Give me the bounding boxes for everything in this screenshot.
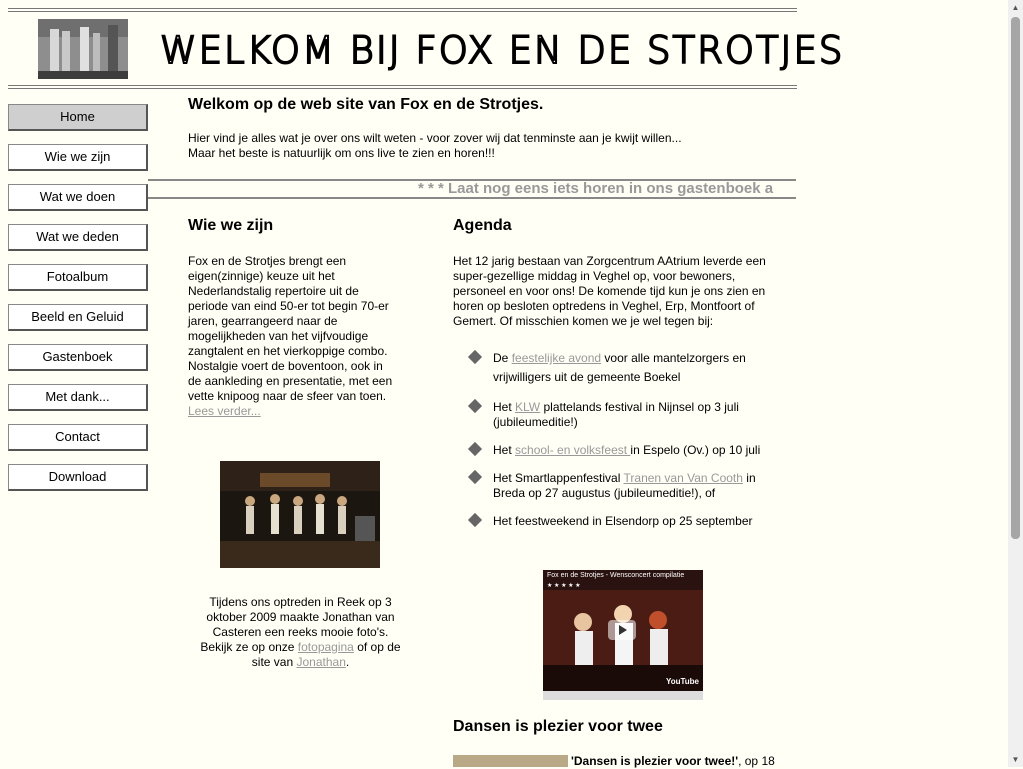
agenda-text: in Espelo (Ov.) op 10 juli [630,443,761,457]
main-nav [8,104,148,504]
photo-caption [188,595,413,670]
nav-wie-we-zijn-button[interactable]: Wie we zijn [8,144,148,171]
klw-link[interactable]: KLW [515,400,541,414]
agenda-text: vrijwilligers uit de gemeente Boekel [493,370,681,384]
about-line: periode van eind 50-er tot begin 70-er [188,299,389,313]
school-en-volksfeest-link[interactable]: school- en volksfeest [515,443,631,457]
about-line: vette knipoog naar de sfeer van toen. [188,389,387,403]
nav-fotoalbum-button[interactable]: Fotoalbum [8,264,148,291]
nav-home-button[interactable]: Home [8,104,148,131]
youtube-logo: YouTube [665,677,699,686]
nav-wat-we-doen-button[interactable]: Wat we doen [8,184,148,211]
nav-download-button[interactable]: Download [8,464,148,491]
feestelijke-avond-link[interactable]: feestelijke avond [511,351,602,365]
nav-beeld-en-geluid-button[interactable]: Beeld en Geluid [8,304,148,331]
bullet-diamond-icon [468,442,482,456]
video-title: Fox en de Strotjes - Wensconcert compilatie [547,572,685,579]
nav-gastenboek-button[interactable]: Gastenboek [8,344,148,371]
bullet-diamond-icon [468,470,482,484]
dance-rest-text: , op 18 [738,754,775,768]
agenda-text: Het feestweekend in Elsendorp op 25 september [493,514,753,528]
agenda-intro-line: horen op besloten optredens in Veghel, Erp, Montfoort of [453,299,755,313]
about-line: de aankleding en presentatie, met een [188,374,393,388]
agenda-intro-line: Het 12 jarig bestaan van Zorgcentrum AAtrium leverde een [453,254,766,268]
read-more-link[interactable]: Lees verder... [188,404,261,418]
scroll-thumb[interactable] [1011,17,1020,539]
caption-line: oktober 2009 maakte Jonathan van [206,610,395,624]
video-rating: ★ ★ ★ ★ ★ [547,583,581,589]
agenda-text: plattelands festival in Nijnsel op 3 juli [540,400,739,414]
site-title: WELKOM BIJ FOX EN DE STROTJES [160,29,845,72]
nav-wat-we-deden-button[interactable]: Wat we deden [8,224,148,251]
agenda-text: in [742,471,756,485]
agenda-intro [453,254,798,329]
caption-line [188,640,413,655]
agenda-text: Het Smartlappenfestival [493,471,624,485]
agenda-heading: Agenda [453,217,512,234]
agenda-text: Het [493,400,516,414]
concert-photo[interactable] [220,461,380,568]
vertical-scrollbar[interactable] [1008,0,1023,767]
jonathan-link[interactable]: Jonathan [296,655,346,669]
video-controls-bar[interactable] [543,691,703,700]
agenda-intro-line: super-gezellige middag in Veghel op, voor bewoners, [453,269,736,283]
caption-text: Bekijk ze op onze [200,640,298,654]
about-text [188,254,428,419]
about-heading: Wie we zijn [188,217,274,234]
marquee-text: * * * Laat nog eens iets horen in ons gastenboek a [418,180,774,197]
band-photo-logo [38,19,128,79]
caption-line: Casteren een reeks mooie foto's. [212,625,389,639]
tranen-van-van-cooth-link[interactable]: Tranen van Van Cooth [623,471,743,485]
intro-line-1: Hier vind je alles wat je over ons wilt weten - voor zover wij dat tenminste aan je kwijt willen... [188,131,682,145]
caption-line [188,655,413,670]
about-line: Fox en de Strotjes brengt een [188,254,347,268]
agenda-text: De [493,351,512,365]
play-icon[interactable] [608,620,636,640]
about-line: jaren, gearrangeerd naar de [188,314,338,328]
about-line: mogelijkheden van het vijfvoudige [188,329,369,343]
about-line: zangtalent en het vierkoppige combo. [188,344,388,358]
intro-title: Welkom op de web site van Fox en de Strotjes. [188,96,544,113]
agenda-intro-line: personeel en voor ons! De komende tijd kun je ons zien en [453,284,766,298]
dance-heading: Dansen is plezier voor twee [453,718,663,735]
about-line: eigen(zinnige) keuze uit het [188,269,335,283]
bullet-diamond-icon [468,513,482,527]
nav-met-dank-button[interactable]: Met dank... [8,384,148,411]
bullet-diamond-icon [468,350,482,364]
caption-text: . [345,655,350,669]
youtube-video-embed[interactable] [543,570,703,700]
scroll-down-arrow-icon[interactable]: ▼ [1011,755,1020,764]
agenda-text: (jubileumeditie!) [493,415,578,429]
caption-text: of op de [353,640,401,654]
dance-thumbnail[interactable] [453,755,568,767]
about-line: Nostalgie voert de boventoon, ook in [188,359,383,373]
agenda-text: Het [493,443,516,457]
intro-line-2: Maar het beste is natuurlijk om ons live te zien en horen!!! [188,146,495,160]
dance-title-text: 'Dansen is plezier voor twee!' [571,754,739,768]
fotopagina-link[interactable]: fotopagina [297,640,354,654]
agenda-intro-line: Gemert. Of misschien komen we je wel tegen bij: [453,314,714,328]
nav-contact-button[interactable]: Contact [8,424,148,451]
scroll-up-arrow-icon[interactable]: ▲ [1011,3,1020,12]
agenda-text: Breda op 27 augustus (jubileumeditie!), of [493,486,716,500]
about-line: Nederlandstalig repertoire uit de [188,284,359,298]
site-header [8,8,845,90]
guestbook-marquee[interactable] [148,179,796,199]
caption-line: Tijdens ons optreden in Reek op 3 [209,595,392,609]
caption-text: site van [251,655,297,669]
bullet-diamond-icon [468,399,482,413]
agenda-text: voor alle mantelzorgers en [601,351,746,365]
